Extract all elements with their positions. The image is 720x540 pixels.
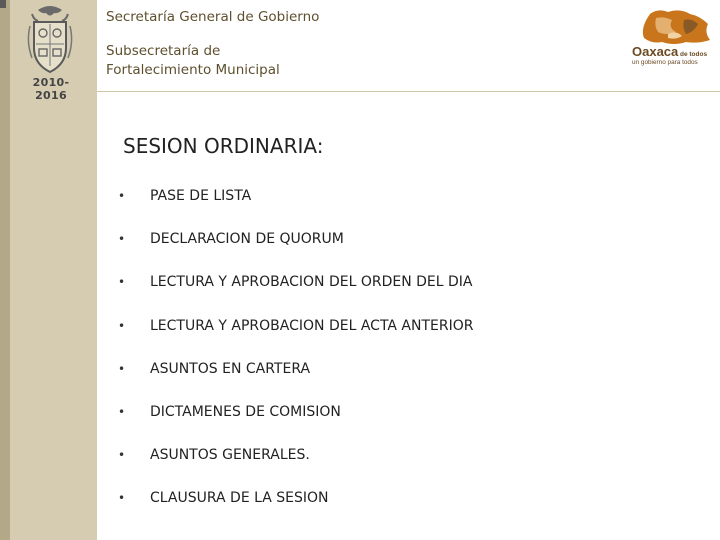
logo-brand: Oaxaca: [632, 44, 679, 59]
bullet-icon: •: [118, 275, 126, 290]
list-item-label: LECTURA Y APROBACION DEL ORDEN DEL DIA: [150, 274, 473, 291]
list-item: [118, 188, 473, 231]
list-item: [118, 361, 473, 404]
slide-title: SESION ORDINARIA:: [123, 134, 324, 158]
bullet-icon: •: [118, 448, 126, 463]
list-item-label: ASUNTOS GENERALES.: [150, 447, 310, 464]
header-subtitle-line1: Subsecretaría de: [106, 43, 221, 59]
list-item-label: PASE DE LISTA: [150, 188, 252, 204]
logo-tagline1: de todos: [680, 51, 708, 58]
bullet-icon: •: [118, 404, 126, 419]
coat-of-arms-icon: [24, 4, 76, 76]
list-item-label: ASUNTOS EN CARTERA: [150, 360, 311, 377]
header-subtitle-line2: Fortalecimiento Municipal: [106, 62, 280, 78]
list-item: [118, 274, 473, 317]
list-item-label: DECLARACION DE QUORUM: [150, 231, 344, 248]
bullet-icon: •: [118, 232, 126, 247]
logo-tagline2: un gobierno para todos: [632, 59, 698, 66]
list-item-label: CLAUSURA DE LA SESION: [150, 490, 329, 507]
list-item: [118, 490, 473, 533]
sidebar-stripe: [0, 0, 10, 540]
list-item-label: LECTURA Y APROBACION DEL ACTA ANTERIOR: [150, 317, 474, 334]
list-item: [118, 404, 473, 447]
years-label: 2010-2016: [32, 76, 70, 102]
header-subtitle: [106, 42, 280, 80]
list-item-label: DICTAMENES DE COMISION: [150, 403, 341, 420]
header-divider: [97, 91, 720, 92]
corner-mark: [0, 0, 6, 8]
list-item: [118, 447, 473, 490]
header-title: Secretaría General de Gobierno: [106, 9, 320, 25]
oaxaca-logo: [628, 8, 718, 70]
agenda-list: [118, 188, 473, 534]
bullet-icon: •: [118, 361, 126, 376]
bullet-icon: •: [118, 491, 126, 506]
list-item: [118, 318, 473, 361]
bullet-icon: •: [118, 318, 126, 333]
bullet-icon: •: [118, 189, 126, 203]
list-item: [118, 231, 473, 274]
sidebar: [0, 0, 97, 540]
